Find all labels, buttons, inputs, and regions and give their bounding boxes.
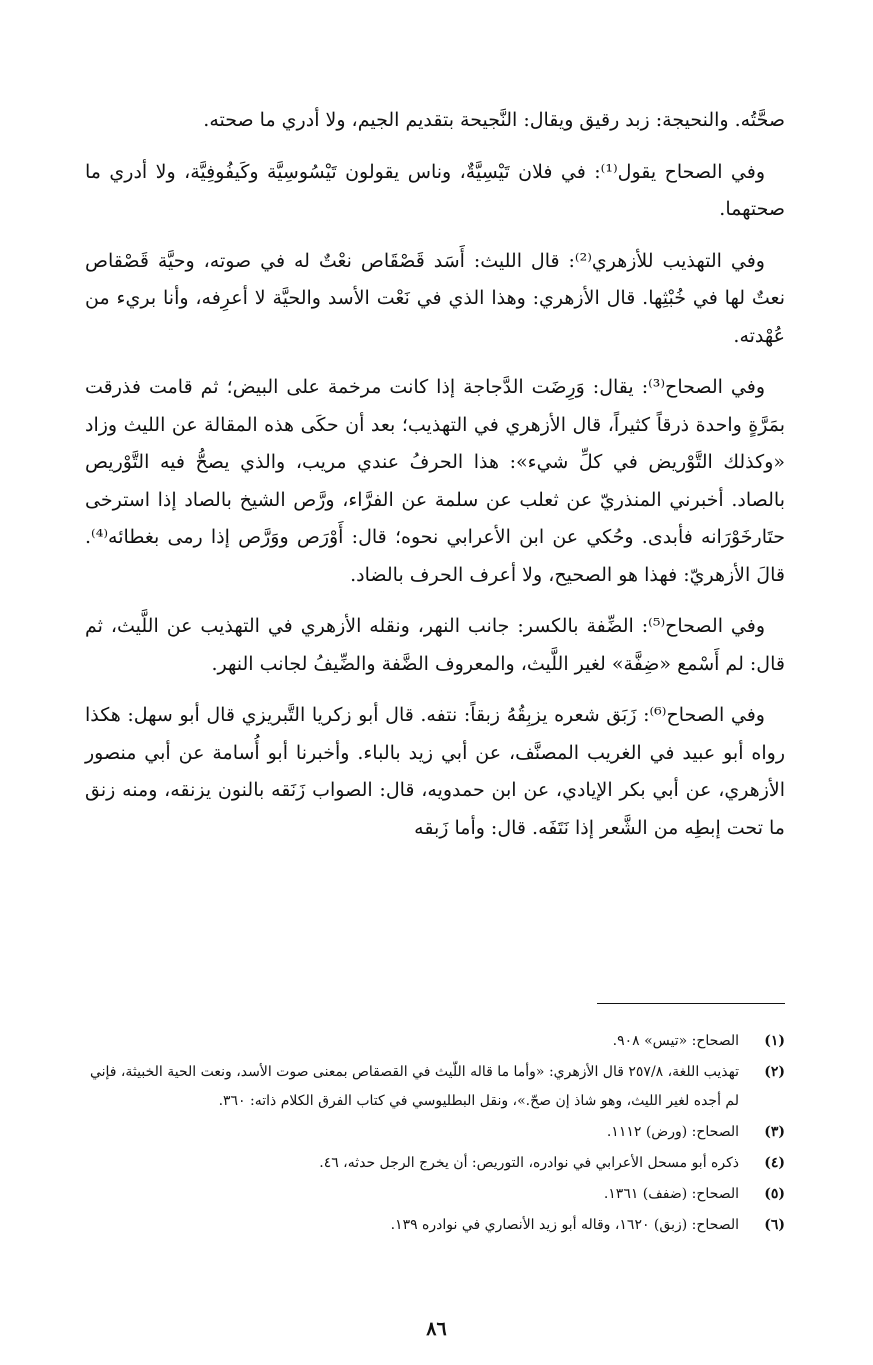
footnote (85, 1118, 785, 1147)
paragraph-1: صحَّتُه. والنحيجة: زبد رقيق ويقال: النَّجيحة بتقديم الجيم، ولا أدري ما صحته. (203, 109, 785, 131)
footnote (85, 1027, 785, 1056)
paragraph-2: وفي الصحاح يقول⁽¹⁾: في فلان تَيْسِيَّةٌ، وناس يقولون تَيْسُوسِيَّة وكَيفُوفِيَّة، ولا أدري ما صحتهما. (85, 160, 785, 220)
footnote-text: الصحاح: (ورض) ١١١٢. (606, 1124, 739, 1140)
footnote-number: (٦) (764, 1217, 785, 1233)
footnote-number: (٤) (764, 1155, 785, 1171)
body-text (85, 102, 785, 861)
footnote-text: ذكره أبو مسحل الأعرابي في نوادره، التوريص: أن يخرج الرجل حدثه، ٤٦. (319, 1155, 739, 1171)
footnote-text: تهذيب اللغة، ٢٥٧/٨ قال الأزهري: «وأما ما قاله اللّيث في القصقاص بمعنى صوت الأسد، ونعت الحية الخبيثة، فإني لم أجده لغير الليث، وهو شاذ إن صحّ.»، ونقل البطليوسي في كتاب الفرق الكلام ذاته: ٣٦٠. (89, 1064, 739, 1109)
footnote-text: الصحاح: (زبق) ١٦٢٠، وقاله أبو زيد الأنصاري في نوادره ١٣٩. (390, 1217, 739, 1233)
footnote (85, 1180, 785, 1209)
footnote (85, 1058, 785, 1116)
footnote-text: الصحاح: «تيس» ٩٠٨. (612, 1033, 739, 1049)
paragraph-4: وفي الصحاح⁽³⁾: يقال: وَرِضَت الدَّجاجة إذا كانت مرخمة على البيض؛ ثم قامت فذرقت بمَرَّةٍ واحدة ذرقاً كثيراً، قال الأزهري في التهذيب؛ بعد أن حكَى هذه المقالة عن الليث وزاد «وكذلك التَّوْريض في كلِّ شيء»: هذا الحرفُ عندي مريب، والذي يصحُّ فيه التَّوْريص بالصاد. أخبرني المنذريّ عن ثعلب عن سلمة عن الفرَّاء، ورَّص الشيخ بالصاد إذا استرخى حتَارخَوْرَانه فأبدى. وحُكي عن ابن الأعرابي نحوه؛ قال: أَوْرَص ووَرَّص إذا رمى بغطائه⁽⁴⁾. قالَ الأزهريّ: فهذا هو الصحيح، ولا أعرف الحرف بالضاد. (85, 376, 785, 586)
paragraph-5: وفي الصحاح⁽⁵⁾: الضِّفة بالكسر: جانب النهر، ونقله الأزهري في التهذيب عن اللَّيث، ثم قال: لم أَسْمع «ضِفَّة» لغير اللَّيث، والمعروف الضَّفة والضِّيفُ لجانب النهر. (85, 615, 785, 675)
footnote (85, 1149, 785, 1178)
paragraph-6: وفي الصحاح⁽⁶⁾: زَبَق شعره يزبِقُهُ زبقاً: نتفه. قال أبو زكريا التَّبريزي قال أبو سهل: هكذا رواه أبو عبيد في الغريب المصنَّف، عن أبي زيد بالباء. وأخبرنا أبو أُسامة عن أبي منصور الأزهري، عن أبي بكر الإيادي، عن ابن حمدويه، قال: الصواب زَنَقه بالنون يزنقه، ومنه زنق ما تحت إبطِه من الشَّعر إذا نَتَفَه. قال: وأما زَبقه (85, 704, 785, 839)
footnote-number: (٢) (764, 1064, 785, 1080)
footnotes (85, 1027, 785, 1242)
paragraph-3: وفي التهذيب للأزهري⁽²⁾: قال الليث: أَسَد قَصْقَاص نعْتٌ له في صوته، وحيَّة قَصْقاص نعتٌ لها في خُبْثِها. قال الأزهري: وهذا الذي في نَعْت الأسد والحيَّة لا أعرِفه، وأنا بريء من عُهْدته. (85, 249, 785, 347)
footnote-text: الصحاح: (ضفف) ١٣٦١. (603, 1186, 739, 1202)
footnote-number: (١) (764, 1033, 785, 1049)
page-number: ٨٦ (426, 1318, 447, 1340)
footnote (85, 1211, 785, 1240)
footnote-number: (٣) (764, 1124, 785, 1140)
footnote-number: (٥) (764, 1186, 785, 1202)
footnote-separator (597, 1003, 785, 1004)
